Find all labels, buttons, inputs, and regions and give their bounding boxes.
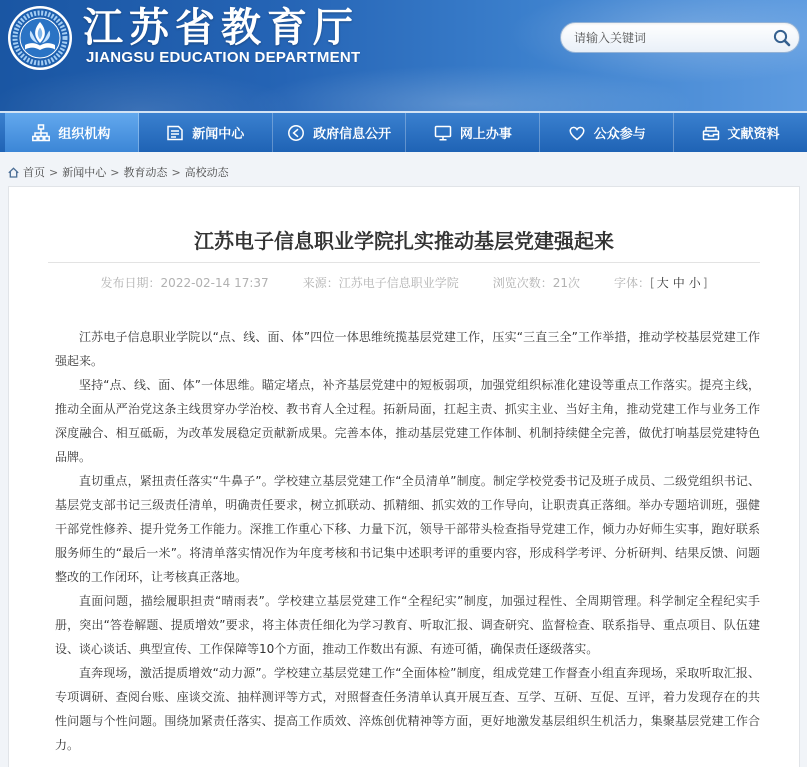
title-divider: [48, 262, 760, 263]
nav-item-label: 新闻中心: [192, 127, 245, 142]
article-paragraph: 直奔现场，激活提质增效“动力源”。学校建立基层党建工作“全面体检”制度，组成党建工作督查小组直奔现场，采取听取汇报、专项调研、查阅台账、座谈交流、抽样测评等方式，对照督查任务清单认真开展互查、互学、互研、互促、互评，着力发现存在的共性问题与个性问题。围绕加紧责任落实、提高工作质效、淬炼创优精神等方面，更好地激发基层组织生机活力，集聚基层党建工作合力。: [55, 666, 760, 752]
nav-item-label: 文献资料: [727, 127, 780, 142]
breadcrumb-separator: >: [49, 165, 59, 179]
article-panel: [8, 186, 800, 767]
article-body: [55, 325, 760, 757]
gov-info-icon: [287, 124, 305, 142]
home-icon: [8, 167, 19, 178]
breadcrumb: [8, 164, 229, 180]
font-size-label: 字体：: [614, 276, 651, 290]
view-count-label: 浏览次数：: [492, 276, 553, 290]
nav-item-organization[interactable]: [5, 113, 139, 152]
font-size-large[interactable]: 大: [656, 276, 669, 290]
search-box: [560, 22, 800, 53]
publish-date-value: 2022-02-14 17:37: [160, 276, 269, 290]
publish-date-label: 发布日期：: [100, 276, 161, 290]
nav-item-gov-info[interactable]: [273, 113, 407, 152]
nav-item-label: 公众参与: [593, 127, 646, 142]
article-paragraph: 江苏电子信息职业学院以“点、线、面、体”四位一体思维统揽基层党建工作，压实“三直三全”工作举措，推动学校基层党建工作强起来。: [55, 330, 760, 368]
source-label: 来源：: [302, 276, 339, 290]
article-paragraph: 直面问题，描绘履职担责“晴雨表”。学校建立基层党建工作“全程纪实”制度，加强过程性、全周期管理。科学制定全程纪实手册，突出“答卷解题、提质增效”要求，将主体责任细化为学习教育、听取汇报、调查研究、监督检查、联系指导、重点项目、队伍建设、谈心谈话、典型宣传、工作保障等10个方面，推动工作数出有源、有迹可循，确保责任逐级落实。: [55, 594, 760, 656]
font-size-bracket-close: ]: [702, 276, 708, 290]
search-icon: [772, 28, 792, 48]
breadcrumb-separator: >: [171, 165, 181, 179]
news-icon: [166, 124, 184, 142]
nav-item-label: 组织机构: [58, 127, 111, 142]
article-paragraph: 坚持“点、线、面、体”一体思维。瞄定堵点，补齐基层党建中的短板弱项，加强党组织标准化建设等重点工作落实。提亮主线，推动全面从严治党这条主线贯穿办学治校、教书育人全过程。拓新局面，扛起主责、抓实主业、当好主角，推动党建工作与业务工作深度融合、相互砥砺，为改革发展稳定贡献新成果。完善本体，推动基层党建工作体制、机制持续健全完善，做优打响基层党建特色品牌。: [55, 378, 760, 464]
breadcrumb-home[interactable]: 首页: [23, 166, 45, 179]
nav-item-label: 政府信息公开: [313, 127, 392, 142]
nav-item-documents[interactable]: [674, 113, 807, 152]
publish-date: [101, 273, 269, 293]
site-subtitle: JIANGSU EDUCATION DEPARTMENT: [86, 49, 361, 66]
nav-item-online-services[interactable]: [406, 113, 540, 152]
view-count-value: 21次: [552, 276, 581, 290]
article-source: [303, 273, 459, 293]
article-meta: [9, 273, 799, 293]
logo-link[interactable]: [7, 5, 73, 71]
breadcrumb-education-news[interactable]: 教育动态: [123, 166, 168, 179]
font-size-small[interactable]: 小: [688, 276, 701, 290]
article-paragraph: 直切重点，紧扭责任落实“牛鼻子”。学校建立基层党建工作“全员清单”制度。制定学校党委书记及班子成员、二级党组织书记、基层党支部书记三级责任清单，明确责任要求，树立抓联动、抓精细、抓实效的工作导向，让职责真正落细。举办专题培训班，强健干部党性修养、提升党务工作能力。深推工作重心下移、力量下沉，领导干部带头检查指导党建工作，倾力办好师生实事，跑好联系服务师生的“最后一米”。将清单落实情况作为年度考核和书记集中述职考评的重要内容，形成科学考评、分析研判、结果反馈、问题整改的工作闭环，让考核真正落地。: [55, 474, 760, 584]
nav-item-label: 网上办事: [459, 127, 512, 142]
nav-item-news[interactable]: [139, 113, 273, 152]
site-header: [0, 0, 807, 111]
briefcase-icon: [702, 124, 720, 142]
font-size-medium[interactable]: 中: [672, 276, 685, 290]
font-size-switcher: [614, 273, 707, 293]
breadcrumb-separator: >: [110, 165, 120, 179]
article-title: 江苏电子信息职业学院扎实推动基层党建强起来: [194, 229, 614, 253]
search-input[interactable]: [574, 29, 764, 47]
org-chart-icon: [32, 124, 50, 142]
view-count: [493, 273, 580, 293]
main-nav: [0, 113, 807, 152]
emblem-icon: [7, 5, 73, 71]
source-value: 江苏电子信息职业学院: [338, 276, 459, 290]
breadcrumb-university-news[interactable]: 高校动态: [184, 166, 229, 179]
monitor-icon: [434, 124, 452, 142]
breadcrumb-news-center[interactable]: 新闻中心: [62, 166, 107, 179]
search-button[interactable]: [772, 28, 792, 48]
nav-item-public-participation[interactable]: [540, 113, 674, 152]
site-title: 江苏省教育厅: [83, 5, 359, 51]
font-size-bracket-open: [: [650, 276, 655, 290]
heart-icon: [568, 124, 586, 142]
